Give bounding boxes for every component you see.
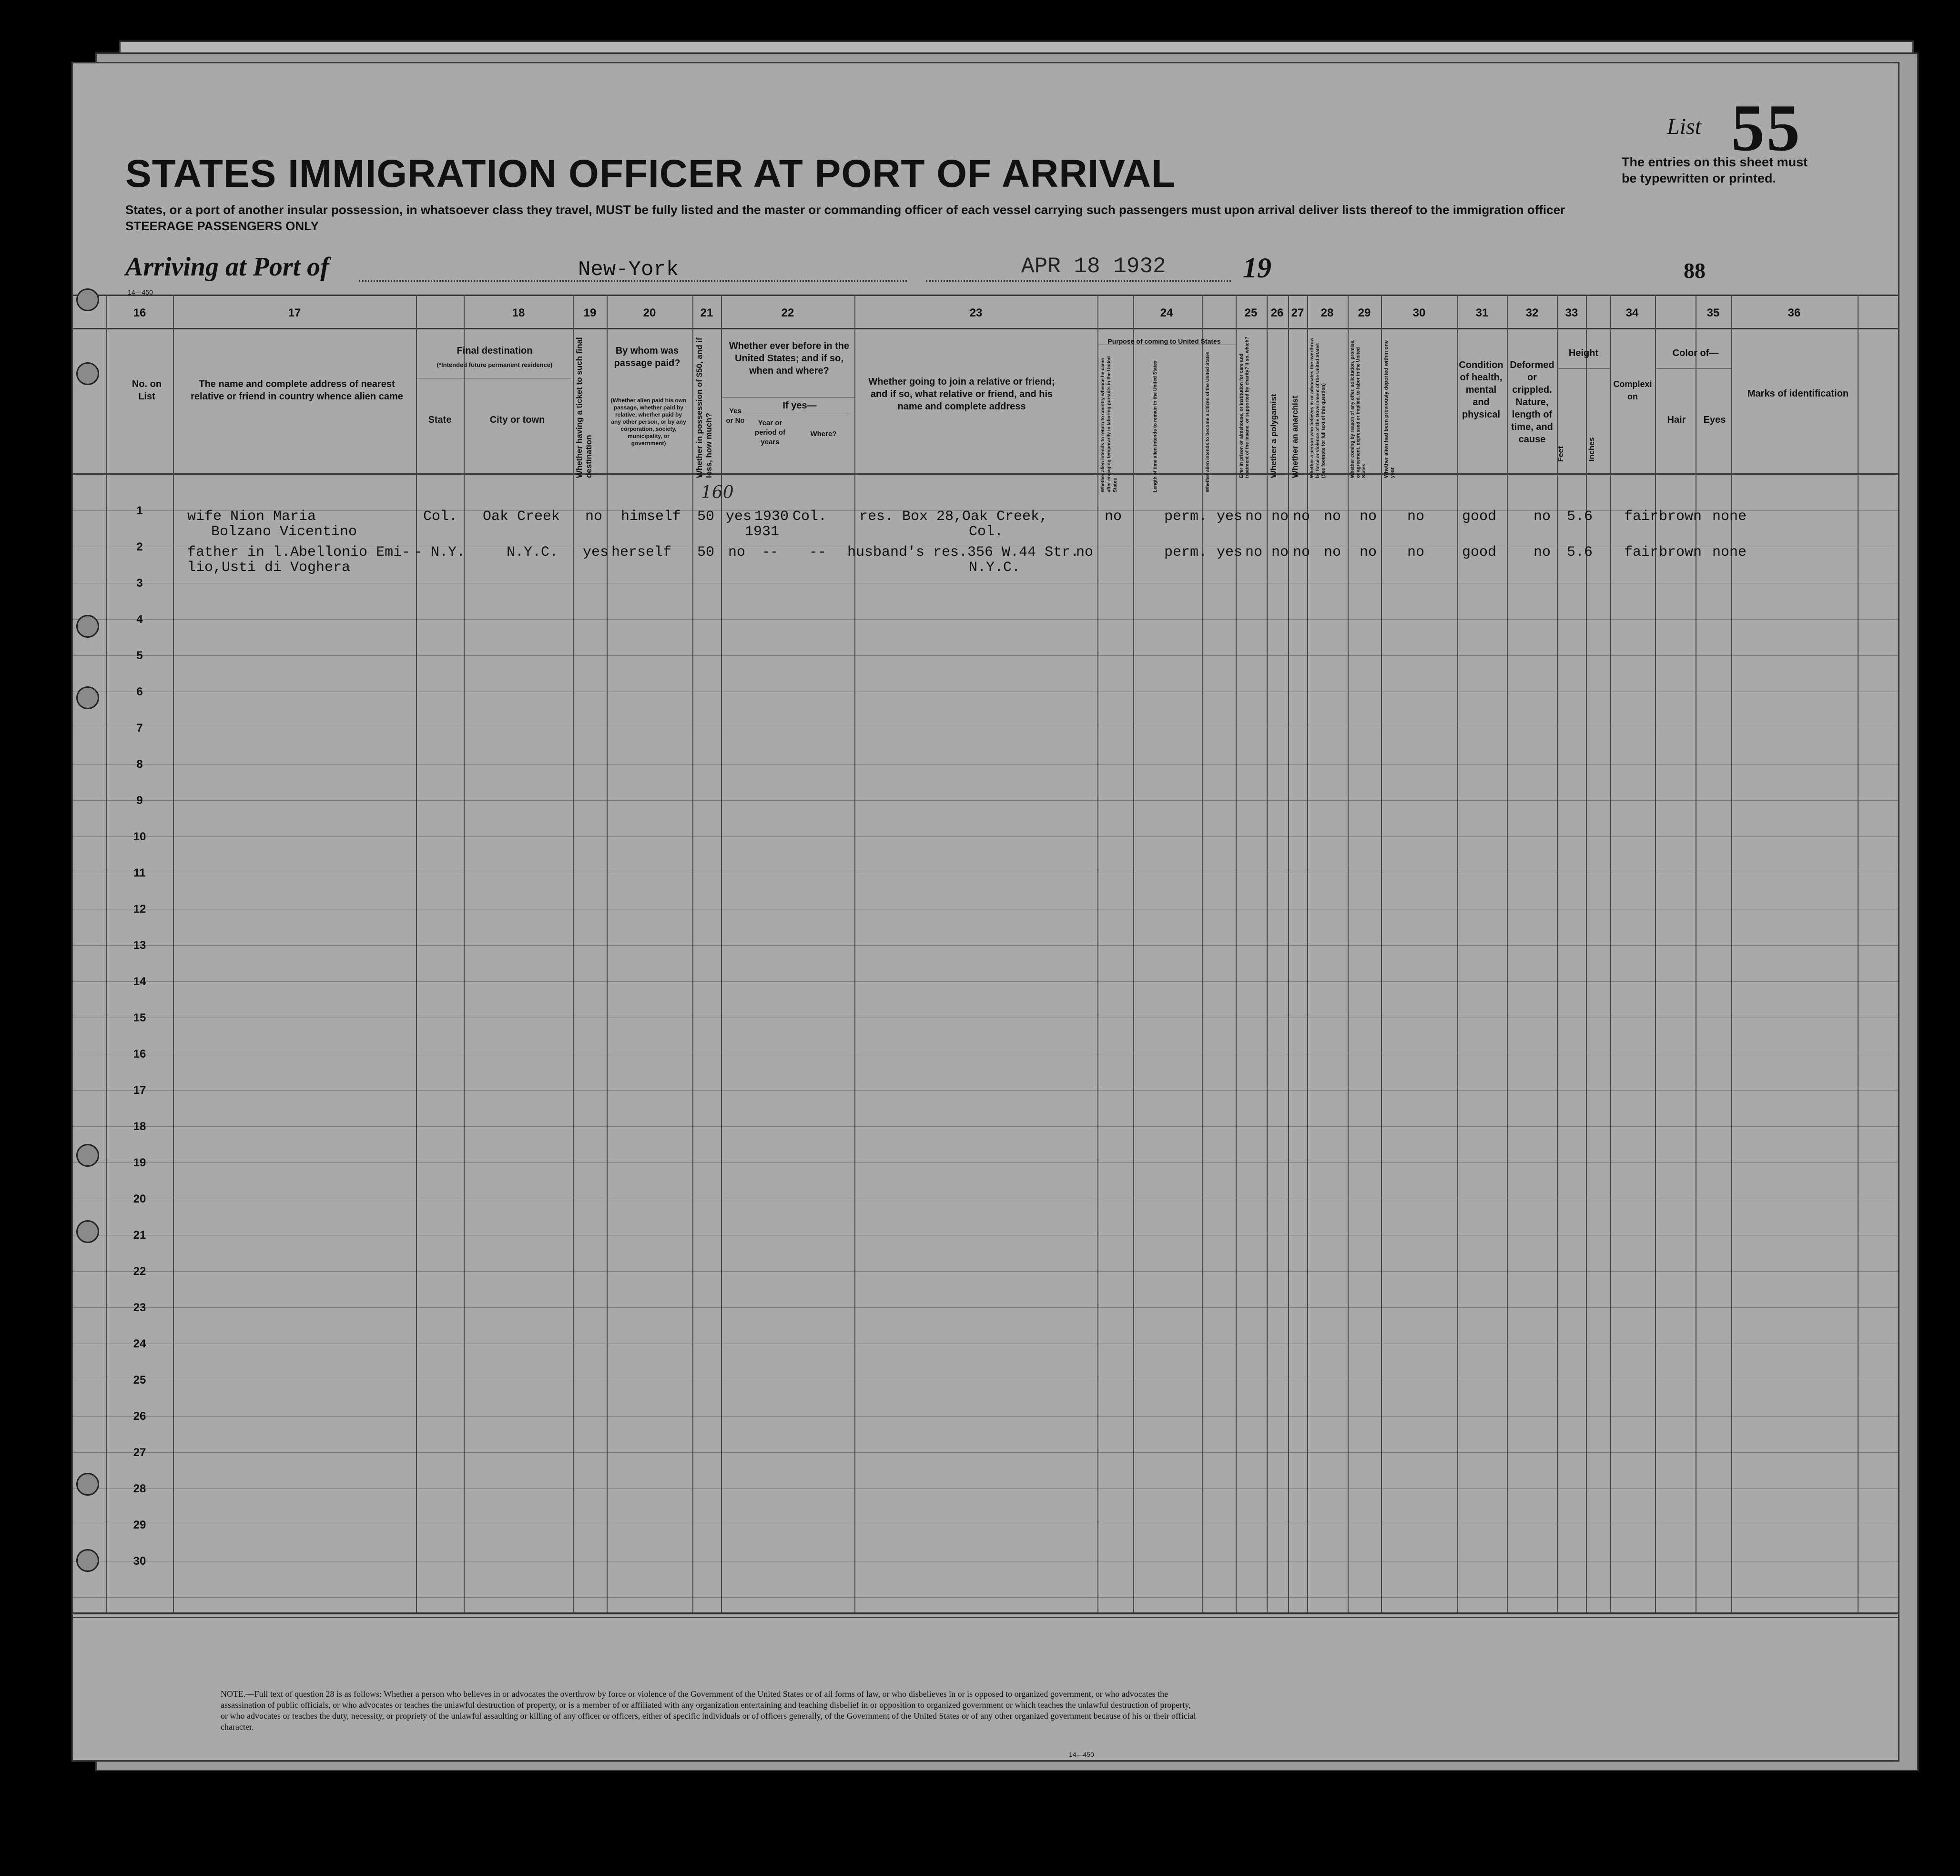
grid-line: [607, 295, 608, 1612]
binder-hole: [76, 1220, 99, 1243]
binder-hole: [76, 362, 99, 385]
column-number: 20: [643, 306, 656, 319]
grid-line: [73, 836, 1898, 837]
column-number: 27: [1291, 306, 1304, 319]
column-number: 32: [1525, 306, 1539, 319]
polygamist-cell: no: [1271, 544, 1289, 561]
years-cell: 1930: [754, 509, 789, 525]
row-number: 29: [133, 1519, 146, 1531]
grid-line: [73, 1126, 1898, 1127]
header-before-us: Whether ever before in the United States; and if so, when and where?: [729, 341, 850, 376]
money-handwritten: 160: [701, 483, 734, 502]
grid-line: [73, 1617, 1898, 1618]
grid-line: [73, 655, 1898, 656]
row-number: 19: [133, 1156, 146, 1169]
instructions-line-2: STEERAGE PASSENGERS ONLY: [125, 219, 319, 233]
row-number: 16: [133, 1048, 146, 1060]
grid-line: [73, 981, 1898, 982]
money-cell: 50: [697, 544, 715, 561]
money-cell: 50: [697, 509, 715, 525]
where-cell: --: [809, 544, 827, 561]
grid-line: [1457, 295, 1458, 1612]
grid-line: [1307, 295, 1308, 1612]
binder-hole: [76, 1549, 99, 1572]
header-marks: Marks of identification: [1747, 388, 1849, 399]
binder-hole: [76, 615, 99, 638]
grid-line: [1236, 295, 1237, 1612]
row-number: 22: [133, 1265, 146, 1278]
header-if-yes: If yes—: [782, 400, 817, 411]
row-number: 2: [136, 540, 143, 553]
row-number: 28: [133, 1482, 146, 1495]
group-number: 88: [1684, 258, 1706, 283]
grid-line: [416, 295, 417, 1612]
instructions: [125, 202, 1565, 234]
row-number: 21: [133, 1229, 146, 1242]
binder-hole: [76, 288, 99, 311]
grid-line: [1507, 295, 1508, 1612]
health-cell: good: [1462, 544, 1497, 561]
row-number: 30: [133, 1555, 146, 1568]
hair-cell: brown: [1659, 544, 1702, 561]
state-cell: - N.Y.: [414, 544, 466, 561]
deformed-cell: no: [1533, 544, 1551, 561]
header-purpose-return: Whether alien intends to return to country whence he came after engaging temporarily in laboring pursuits in the United States: [1100, 356, 1118, 492]
header-inches: Inches: [1588, 437, 1596, 462]
manifest-sheet: [71, 62, 1899, 1762]
list-label: List: [1667, 114, 1702, 139]
column-number: 26: [1270, 306, 1284, 319]
years-cell: --: [762, 544, 779, 561]
header-q30: Whether alien had been previously deported within one year: [1383, 340, 1395, 478]
column-number: 22: [781, 306, 794, 319]
row-number: 24: [133, 1337, 146, 1350]
header-state: State: [428, 415, 452, 425]
length-cell: perm.: [1164, 544, 1208, 561]
prison-cell: no: [1245, 544, 1263, 561]
before-cell: no: [728, 544, 746, 561]
grid-line: [73, 1271, 1898, 1272]
header-height: Height: [1568, 348, 1599, 358]
grid-line: [1731, 295, 1732, 1612]
grid-line: [73, 1452, 1898, 1453]
header-no-on-list: No. on List: [132, 379, 162, 402]
row-number: 27: [133, 1446, 146, 1459]
arriving-label: Arriving at Port of: [125, 252, 329, 282]
column-number: 21: [700, 306, 713, 319]
grid-line: [1267, 295, 1268, 1612]
grid-line: [73, 1090, 1898, 1091]
column-number: 34: [1625, 306, 1639, 319]
q28-cell: no: [1324, 544, 1341, 561]
where-cell: Col.: [792, 509, 827, 525]
header-ticket: Whether having a ticket to such final destination: [575, 337, 593, 478]
row-number: 4: [136, 613, 143, 626]
relative-line-1: wife Nion Maria: [187, 509, 316, 525]
column-number: 25: [1244, 306, 1258, 319]
column-number: 19: [583, 306, 597, 319]
list-number: 55: [1731, 91, 1802, 165]
binder-hole: [76, 686, 99, 709]
marks-cell: none: [1712, 544, 1747, 561]
returning-cell: no: [1105, 509, 1122, 525]
grid-line: [692, 295, 693, 1612]
column-number: 36: [1787, 306, 1801, 319]
grid-line: [73, 764, 1898, 765]
grid-line: [1610, 295, 1611, 1612]
row-number: 15: [133, 1011, 146, 1024]
grid-line: [73, 1416, 1898, 1417]
header-passage-paid-note: (Whether alien paid his own passage, whether paid by relative, whether paid by any other person, or by any corporation, society, municipality, or government): [610, 397, 687, 447]
grid-line: [73, 328, 1898, 329]
grid-line: [73, 473, 1898, 475]
row-number: 26: [133, 1410, 146, 1423]
header-health: Condition of health, mental and physical: [1459, 360, 1503, 420]
column-number: 24: [1160, 306, 1173, 319]
health-cell: good: [1462, 509, 1497, 525]
row-number: 11: [133, 867, 146, 879]
column-number: 23: [969, 306, 983, 319]
city-cell: N.Y.C.: [507, 544, 559, 561]
grid-line: [1381, 295, 1382, 1612]
citizen-cell: yes: [1217, 544, 1243, 561]
row-number: 7: [136, 722, 143, 734]
years-cell-2: 1931: [745, 524, 780, 540]
header-complexion: Complexion: [1613, 379, 1652, 401]
row-number: 1: [136, 504, 143, 517]
row-number: 20: [133, 1193, 146, 1205]
grid-line: [1557, 368, 1610, 369]
city-cell: Oak Creek: [483, 509, 560, 525]
height-cell: 5.6: [1567, 544, 1593, 561]
header-color-of: Color of—: [1672, 348, 1719, 358]
header-hair: Hair: [1667, 415, 1686, 425]
relative-line-2: Bolzano Vicentino: [211, 524, 357, 540]
column-number: 35: [1706, 306, 1720, 319]
header-polygamist: Whether a polygamist: [1269, 394, 1278, 478]
before-cell: yes: [726, 509, 752, 525]
anarchist-cell: no: [1293, 544, 1310, 561]
header-final-destination: Final destination: [457, 346, 533, 356]
joining-line-1: res. Box 28,Oak Creek,: [859, 509, 1048, 525]
relative-line-2: lio,Usti di Voghera: [187, 560, 351, 576]
q29-cell: no: [1360, 544, 1377, 561]
footnote: NOTE.—Full text of question 28 is as follows: Whether a person who believes in or advocates the overthrow by force or violence of the Government of the United States or of all forms of law, or who disbelieves in or is opposed to organized government, or who advocates the assassination of public officials, or who advocates or teaches the unlawful destruction of property, or is a member of or affiliated with any organization entertaining and teaching disbelief in or opposition to organized government or which teaches the unlawful destruction of property, or who advocates or teaches the duty, necessity, or propriety of the unlawful assaulting or killing of any officer or officers, either of specific individuals or of officers generally, of the Government of the United States or of any other organized government because of his or their official character.: [221, 1689, 1196, 1732]
header-yes-no: Yes or No: [726, 407, 745, 425]
header-purpose: Purpose of coming to United States: [1107, 337, 1221, 345]
length-cell: perm.: [1164, 509, 1208, 525]
grid-line: [73, 800, 1898, 801]
grid-line: [573, 295, 574, 1612]
grid-line: [1348, 295, 1349, 1612]
typewrite-note-line-2: be typewritten or printed.: [1622, 171, 1777, 185]
grid-line: [1655, 295, 1656, 1612]
binder-hole: [76, 1473, 99, 1496]
header-where: Where?: [810, 430, 837, 438]
header-joining: Whether going to join a relative or friend; and if so, what relative or friend, and his name and complete address: [868, 377, 1055, 412]
grid-line: [1097, 295, 1098, 1612]
q29-cell: no: [1360, 509, 1377, 525]
joining-line-1: husband's res.356 W.44 Str.: [847, 544, 1079, 561]
joining-line-2: N.Y.C.: [969, 560, 1021, 576]
hair-cell: brown: [1659, 509, 1702, 525]
grid-line: [721, 397, 854, 398]
column-number: 29: [1358, 306, 1371, 319]
row-number: 12: [133, 903, 146, 916]
header-eyes: Eyes: [1703, 415, 1726, 425]
citizen-cell: yes: [1217, 509, 1243, 525]
grid-line: [1288, 295, 1289, 1612]
page-title: STATES IMMIGRATION OFFICER AT PORT OF ARRIVAL: [125, 152, 1176, 195]
grid-line: [1586, 295, 1587, 1612]
header-city: City or town: [489, 415, 545, 425]
row-number: 23: [133, 1301, 146, 1314]
header-money: Whether in possession of $50, and if less, how much?: [695, 337, 713, 478]
row-number: 5: [136, 649, 143, 662]
q30-cell: no: [1407, 544, 1425, 561]
deformed-cell: no: [1533, 509, 1551, 525]
row-number: 14: [133, 975, 146, 988]
column-number: 16: [133, 306, 146, 319]
grid-line: [1133, 295, 1134, 1612]
ticket-cell: yes: [583, 544, 609, 561]
header-q29: Whether coming by reason of any offer, solicitation, promise, or agreement, expressed or implied, to labor in the United States: [1350, 339, 1367, 478]
column-number: 18: [512, 306, 525, 319]
grid-line: [73, 945, 1898, 946]
grid-line: [73, 619, 1898, 620]
grid-line: [1655, 368, 1731, 369]
complexion-cell: fair: [1624, 544, 1659, 561]
row-number: 18: [133, 1120, 146, 1133]
paid-by-cell: himself: [621, 509, 681, 525]
grid-line: [73, 1612, 1898, 1614]
grid-line: [73, 295, 1898, 296]
q28-cell: no: [1324, 509, 1341, 525]
complexion-cell: fair: [1624, 509, 1659, 525]
typewrite-note: [1622, 154, 1808, 186]
grid-line: [1557, 295, 1558, 1612]
row-number: 13: [133, 939, 146, 952]
column-number: 33: [1565, 306, 1578, 319]
grid-line: [464, 295, 465, 1612]
row-number: 9: [136, 794, 143, 807]
grid-line: [1202, 295, 1203, 1612]
row-number: 3: [136, 577, 143, 590]
column-number: 28: [1320, 306, 1334, 319]
ticket-cell: no: [585, 509, 603, 525]
state-cell: Col.: [423, 509, 458, 525]
grid-line: [73, 1597, 1898, 1598]
form-code-bottom: 14—450: [1069, 1751, 1094, 1758]
typewrite-note-line-1: The entries on this sheet must: [1622, 155, 1808, 169]
grid-line: [73, 1162, 1898, 1163]
header-purpose-citizen: Whether alien intends to become a citizen of the United States: [1205, 351, 1210, 492]
binder-hole: [76, 1144, 99, 1167]
row-number: 8: [136, 758, 143, 771]
q30-cell: no: [1407, 509, 1425, 525]
column-number: 31: [1475, 306, 1489, 319]
header-passage-paid: By whom was passage paid?: [614, 346, 680, 368]
header-prison: Ever in prison or almshouse, or institution for care and treatment of the insane, or supported by charity? If so, which?: [1239, 336, 1250, 478]
header-deformed: Deformed or crippled. Nature, length of time, and cause: [1510, 360, 1554, 445]
grid-line: [854, 295, 855, 1612]
instructions-line-1: States, or a port of another insular possession, in whatsoever class they travel, MUST be fully listed and the master or commanding officer of each vessel carrying such passengers must upon arrival deliver lists thereof to the immigration officer: [125, 203, 1565, 217]
row-number: 6: [136, 685, 143, 698]
row-number: 25: [133, 1374, 146, 1387]
prison-cell: no: [1245, 509, 1263, 525]
row-number: 17: [133, 1084, 146, 1097]
column-number: 17: [288, 306, 301, 319]
grid-line: [73, 1307, 1898, 1308]
returning-cell: no: [1076, 544, 1094, 561]
form-code-top: 14—450: [128, 288, 153, 296]
header-final-destination-note: (*Intended future permanent residence): [437, 361, 553, 368]
header-q28: Whether a person who believes in or advocates the overthrow by force or violence of the Government of the United States (See footnote for full text of this question): [1310, 337, 1326, 478]
height-cell: 5.6: [1567, 509, 1593, 525]
column-number: 30: [1412, 306, 1426, 319]
port-value: New-York: [578, 258, 679, 282]
row-number: 10: [133, 830, 146, 843]
grid-line: [106, 295, 107, 1612]
paid-by-cell: herself: [611, 544, 672, 561]
relative-line-1: father in l.Abellonio Emi-: [187, 544, 411, 561]
header-feet: Feet: [1557, 446, 1565, 462]
date-underline: [926, 280, 1231, 282]
header-year-period: Year or period of years: [754, 419, 786, 446]
header-anarchist: Whether an anarchist: [1290, 396, 1300, 478]
anarchist-cell: no: [1293, 509, 1310, 525]
polygamist-cell: no: [1271, 509, 1289, 525]
grid-line: [173, 295, 174, 1612]
date-stamp: APR 18 1932: [1021, 254, 1166, 279]
header-nearest-relative: The name and complete address of nearest relative or friend in country whence alien came: [191, 379, 403, 402]
marks-cell: none: [1712, 509, 1747, 525]
joining-line-2: Col.: [969, 524, 1004, 540]
year-prefix: 19: [1243, 252, 1271, 284]
header-purpose-length: Length of time alien intends to remain in the United States: [1153, 360, 1158, 492]
